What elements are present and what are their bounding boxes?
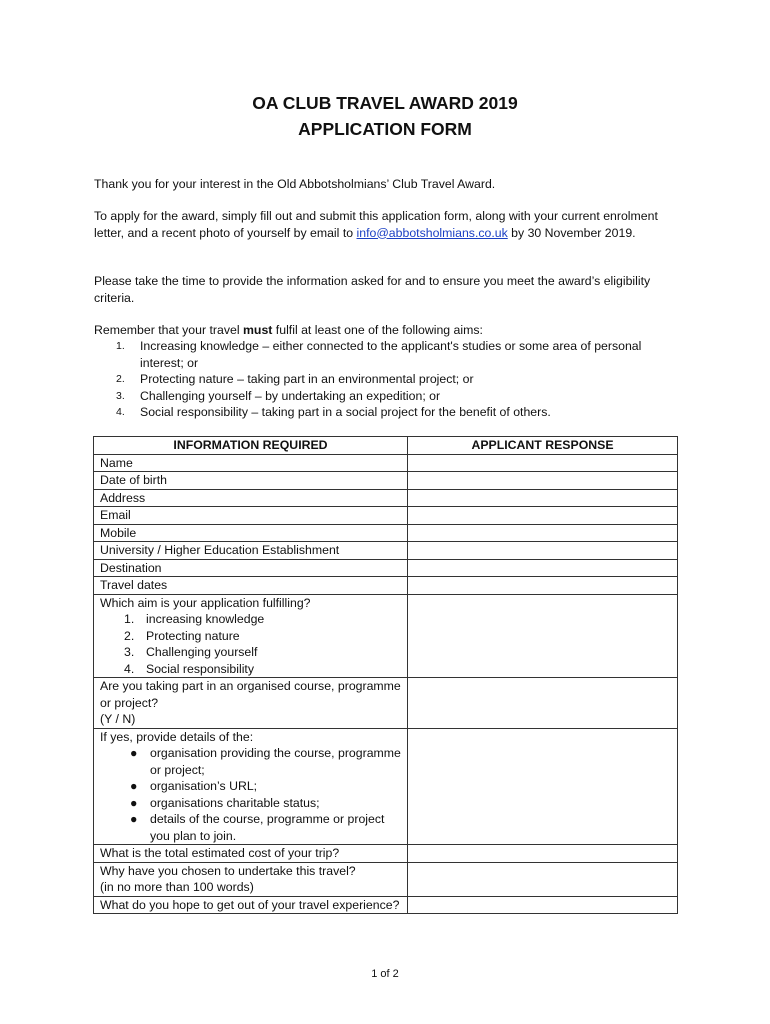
table-row xyxy=(94,559,678,577)
table-row xyxy=(94,454,678,472)
response-organised[interactable] xyxy=(408,678,678,729)
field-label-mobile: Mobile xyxy=(94,524,408,542)
email-link[interactable]: info@abbotsholmians.co.uk xyxy=(356,225,508,240)
details-item xyxy=(100,795,401,812)
aim-number: 2. xyxy=(116,373,125,385)
aim-option xyxy=(100,628,401,645)
table-row xyxy=(94,489,678,507)
aim-option-number: 2. xyxy=(124,628,135,643)
response-destination[interactable] xyxy=(408,559,678,577)
table-row xyxy=(94,728,678,845)
remember-paragraph xyxy=(94,322,680,339)
bullet-icon: ● xyxy=(130,812,138,826)
aim-option-text: Protecting nature xyxy=(146,628,240,643)
details-question: If yes, provide details of the: xyxy=(100,729,254,744)
apply-paragraph xyxy=(94,208,680,241)
organised-hint: (Y / N) xyxy=(100,712,136,726)
details-item-text: organisation’s URL; xyxy=(150,779,258,793)
details-item-text: organisations charitable status; xyxy=(150,795,320,810)
field-label-name: Name xyxy=(94,454,408,472)
response-address[interactable] xyxy=(408,489,678,507)
table-row xyxy=(94,577,678,595)
table-row xyxy=(94,472,678,490)
aim-option xyxy=(100,611,401,628)
response-name[interactable] xyxy=(408,454,678,472)
aim-number: 3. xyxy=(116,389,125,402)
field-label-university: University / Higher Education Establishment xyxy=(94,542,408,560)
response-details[interactable] xyxy=(408,728,678,845)
apply-text-before: To apply for the award, simply fill out and submit this application form, along with your current enrolment letter, and a recent photo of yourself by email to xyxy=(94,209,658,240)
field-label-aim xyxy=(94,594,408,678)
aim-text: Increasing knowledge – either connected to the applicant's studies or some area of personal interest; or xyxy=(140,339,642,370)
aim-options-list xyxy=(100,611,401,677)
page-number: 1 of 2 xyxy=(371,968,399,980)
why-question: Why have you chosen to undertake this travel? xyxy=(100,863,356,878)
aim-number: 4. xyxy=(116,406,125,418)
aim-question: Which aim is your application fulfilling? xyxy=(100,595,311,610)
response-travel-dates[interactable] xyxy=(408,577,678,595)
field-label-details xyxy=(94,728,408,845)
bullet-icon: ● xyxy=(130,795,138,810)
table-row xyxy=(94,678,678,729)
aim-option-text: increasing knowledge xyxy=(146,612,265,626)
intro-paragraph: Thank you for your interest in the Old Abbotsholmians’ Club Travel Award. xyxy=(94,177,496,191)
remember-text-after: fulfil at least one of the following aims: xyxy=(272,323,483,337)
aim-option xyxy=(100,661,401,678)
field-label-why xyxy=(94,862,408,896)
eligibility-paragraph: Please take the time to provide the information asked for and to ensure you meet the award’s eligibility criteria. xyxy=(94,274,651,305)
aim-text: Challenging yourself – by undertaking an expedition; or xyxy=(140,388,441,403)
table-row xyxy=(94,896,678,914)
aim-text: Social responsibility – taking part in a social project for the benefit of others. xyxy=(140,405,551,419)
details-item xyxy=(100,745,401,778)
table-row xyxy=(94,507,678,525)
response-cost[interactable] xyxy=(408,845,678,863)
field-label-travel-dates: Travel dates xyxy=(94,577,408,595)
field-label-hope: What do you hope to get out of your travel experience? xyxy=(94,896,408,914)
table-row xyxy=(94,862,678,896)
remember-bold: must xyxy=(243,323,273,337)
response-aim[interactable] xyxy=(408,594,678,678)
aim-option-number: 3. xyxy=(124,645,135,659)
aim-option-number: 1. xyxy=(124,612,135,626)
aims-list xyxy=(94,338,680,421)
field-label-destination: Destination xyxy=(94,559,408,577)
table-row xyxy=(94,845,678,863)
document-title: OA CLUB TRAVEL AWARD 2019 xyxy=(252,93,518,113)
aim-item xyxy=(94,388,680,405)
aim-option xyxy=(100,644,401,661)
organised-question: Are you taking part in an organised course, programme or project? xyxy=(100,679,401,710)
details-item-text: organisation providing the course, programme or project; xyxy=(150,746,401,777)
aim-item xyxy=(94,371,680,388)
apply-text-after: by 30 November 2019. xyxy=(507,225,636,240)
response-university[interactable] xyxy=(408,542,678,560)
response-date-of-birth[interactable] xyxy=(408,472,678,490)
field-label-address: Address xyxy=(94,489,408,507)
document-subtitle: APPLICATION FORM xyxy=(298,119,472,139)
field-label-cost: What is the total estimated cost of your trip? xyxy=(94,845,408,863)
aim-item xyxy=(94,404,680,421)
details-item xyxy=(100,811,401,844)
remember-text-before: Remember that your travel xyxy=(94,323,243,337)
table-header-row xyxy=(94,437,678,455)
table-row xyxy=(94,542,678,560)
details-list xyxy=(100,745,401,844)
header-applicant-response: APPLICANT RESPONSE xyxy=(408,437,678,455)
response-mobile[interactable] xyxy=(408,524,678,542)
aim-item xyxy=(94,338,680,371)
why-hint: (in no more than 100 words) xyxy=(100,880,254,894)
field-label-email: Email xyxy=(94,507,408,525)
header-information-required: INFORMATION REQUIRED xyxy=(94,437,408,455)
response-hope[interactable] xyxy=(408,896,678,914)
aim-option-text: Social responsibility xyxy=(146,661,254,676)
field-label-organised xyxy=(94,678,408,729)
response-email[interactable] xyxy=(408,507,678,525)
aim-text: Protecting nature – taking part in an environmental project; or xyxy=(140,372,474,386)
bullet-icon: ● xyxy=(130,779,138,793)
table-row xyxy=(94,594,678,678)
aim-number: 1. xyxy=(116,340,125,352)
application-table xyxy=(93,436,678,914)
details-item-text: details of the course, programme or project you plan to join. xyxy=(150,812,385,843)
aim-option-number: 4. xyxy=(124,661,135,676)
field-label-date-of-birth: Date of birth xyxy=(94,472,408,490)
table-row xyxy=(94,524,678,542)
aim-option-text: Challenging yourself xyxy=(146,645,258,659)
details-item xyxy=(100,778,401,795)
bullet-icon: ● xyxy=(130,746,138,760)
response-why[interactable] xyxy=(408,862,678,896)
